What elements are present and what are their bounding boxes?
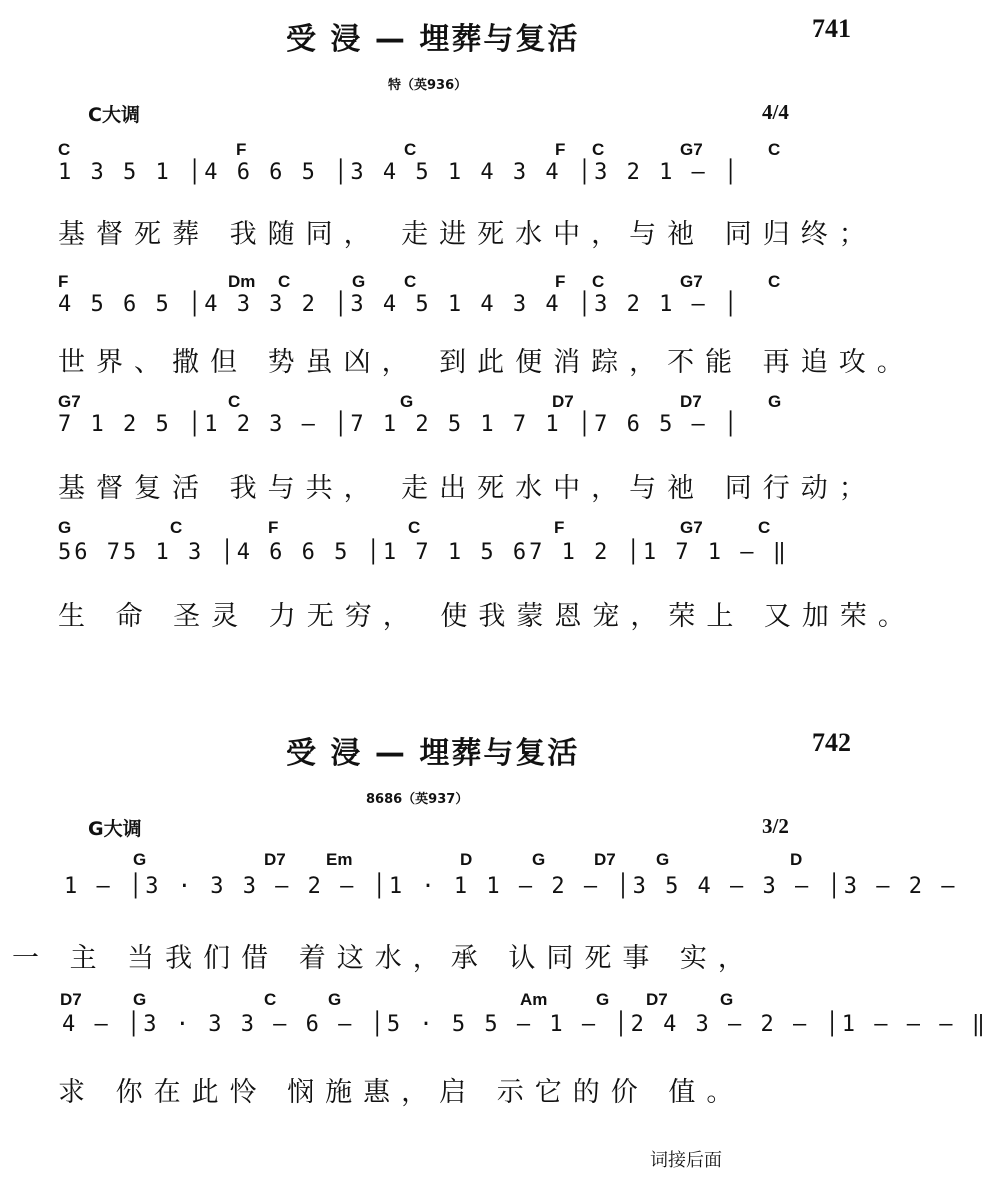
chord: F bbox=[268, 518, 279, 537]
lyric-line: 世界、撒但 势虽凶， 到此便消踪，不能 再追攻。 bbox=[58, 347, 915, 378]
chord: G bbox=[352, 272, 366, 291]
chord: F bbox=[555, 272, 566, 291]
chord: C bbox=[264, 990, 277, 1009]
chord: G bbox=[596, 990, 610, 1009]
lyric-line: 生 命 圣灵 力无穷， 使我蒙恩宠，荣上 又加荣。 bbox=[58, 601, 916, 632]
chord: F bbox=[555, 140, 566, 159]
chord: C bbox=[592, 272, 605, 291]
chord: F bbox=[236, 140, 247, 159]
chord: G7 bbox=[680, 518, 703, 537]
chord: D7 bbox=[594, 850, 616, 869]
chord-line bbox=[0, 392, 885, 412]
notation-line: 7 1 2 5 │1 2 3 — │7 1 2 5 1 7 1 │7 6 5 — │ bbox=[58, 412, 741, 437]
chord: G7 bbox=[680, 272, 703, 291]
chord: C bbox=[170, 518, 183, 537]
chord: D7 bbox=[552, 392, 574, 411]
hymn-741-meter: 特（英936） bbox=[388, 78, 468, 93]
chord: C bbox=[404, 140, 417, 159]
chord: D7 bbox=[646, 990, 668, 1009]
chord: C bbox=[278, 272, 291, 291]
hymn-742-time-signature: 3/2 bbox=[762, 814, 789, 838]
chord: G bbox=[656, 850, 670, 869]
chord: G7 bbox=[680, 140, 703, 159]
hymn-742-key: G大调 bbox=[88, 818, 142, 840]
chord: G7 bbox=[58, 392, 81, 411]
hymn-742-number: 742 bbox=[812, 728, 851, 757]
chord: F bbox=[58, 272, 69, 291]
chord-line bbox=[0, 272, 885, 292]
chord-line bbox=[0, 850, 885, 870]
lyric-line: 求 你在此怜 悯施惠，启 示它的价 值。 bbox=[58, 1077, 745, 1108]
chord: G bbox=[532, 850, 546, 869]
notation-line: 1 — │3 · 3 3 — 2 — │1 · 1 1 — 2 — │3 5 4 — 3 — │3 — 2 — bbox=[64, 874, 958, 899]
chord: Am bbox=[520, 990, 548, 1009]
lyric-line: 基督死葬 我随同， 走进死水中，与祂 同归终； bbox=[58, 219, 877, 250]
chord: C bbox=[758, 518, 771, 537]
hymn-741-title: 受 浸 — 埋葬与复活 bbox=[286, 22, 580, 57]
chord-line bbox=[0, 518, 885, 538]
chord: G bbox=[768, 392, 782, 411]
notation-line: 56 75 1 3 │4 6 6 5 │1 7 1 5 67 1 2 │1 7 1 — ‖ bbox=[58, 540, 790, 565]
hymn-742-title: 受 浸 — 埋葬与复活 bbox=[286, 736, 580, 771]
notation-line: 4 5 6 5 │4 3 3 2 │3 4 5 1 4 3 4 │3 2 1 — │ bbox=[58, 292, 741, 317]
notation-line: 4 — │3 · 3 3 — 6 — │5 · 5 5 — 1 — │2 4 3 — 2 — │1 — — — ‖ bbox=[62, 1012, 988, 1037]
chord: C bbox=[592, 140, 605, 159]
chord: C bbox=[408, 518, 421, 537]
chord: C bbox=[404, 272, 417, 291]
continuation-note: 词接后面 bbox=[650, 1150, 722, 1171]
chord: Dm bbox=[228, 272, 256, 291]
chord: D7 bbox=[60, 990, 82, 1009]
chord: C bbox=[228, 392, 241, 411]
chord-line bbox=[0, 140, 885, 160]
chord: G bbox=[58, 518, 72, 537]
lyric-line: 一 主 当我们借 着这水，承 认同死事 实， bbox=[12, 943, 756, 974]
chord: F bbox=[554, 518, 565, 537]
chord: Em bbox=[326, 850, 353, 869]
hymn-741-number: 741 bbox=[812, 14, 851, 43]
chord: D7 bbox=[264, 850, 286, 869]
chord: G bbox=[328, 990, 342, 1009]
chord: D bbox=[790, 850, 803, 869]
chord-line bbox=[0, 990, 885, 1010]
chord: G bbox=[133, 850, 147, 869]
hymn-741-time-signature: 4/4 bbox=[762, 100, 789, 124]
hymn-741-key: C大调 bbox=[88, 104, 140, 126]
chord: C bbox=[58, 140, 71, 159]
chord: G bbox=[133, 990, 147, 1009]
chord: C bbox=[768, 140, 781, 159]
hymn-742-meter: 8686（英937） bbox=[366, 792, 469, 807]
notation-line: 1 3 5 1 │4 6 6 5 │3 4 5 1 4 3 4 │3 2 1 — │ bbox=[58, 160, 741, 185]
chord: D7 bbox=[680, 392, 702, 411]
chord: G bbox=[720, 990, 734, 1009]
chord: C bbox=[768, 272, 781, 291]
chord: G bbox=[400, 392, 414, 411]
lyric-line: 基督复活 我与共， 走出死水中，与祂 同行动； bbox=[58, 473, 877, 504]
chord: D bbox=[460, 850, 473, 869]
